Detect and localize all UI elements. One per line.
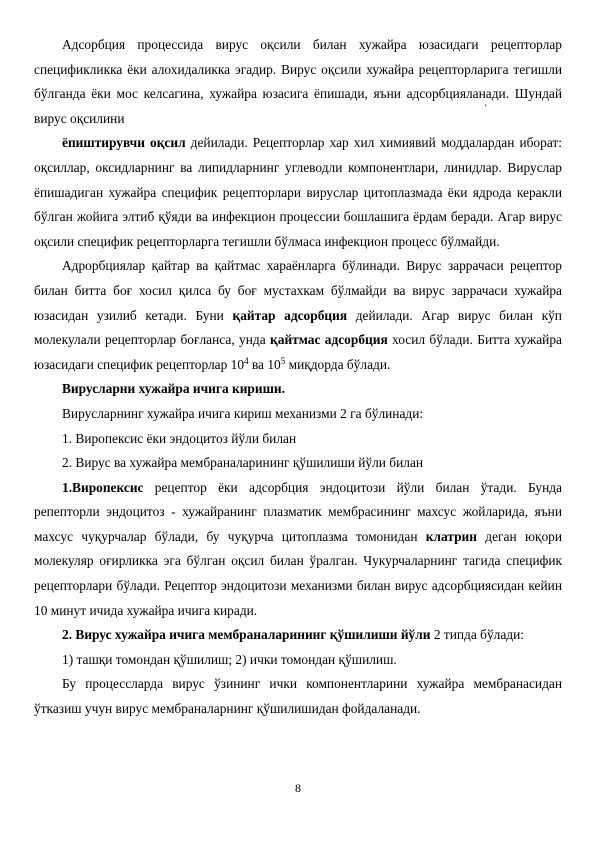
paragraph-text: дейилади. Агар вирус билан кўп молекулали рецепторлар боғланса, унда bbox=[34, 307, 562, 348]
superscript-exponent: 4 bbox=[244, 355, 249, 366]
paragraph-reversible-adsorption bbox=[34, 254, 562, 377]
term-attachment-protein: ёпиштирувчи оқсил bbox=[62, 135, 186, 151]
paragraph-text: 1) ташқи томондан қўшилиш; 2) ички томондан қўшилиш. bbox=[62, 651, 397, 667]
paragraph-text: Бу процессларда вирус ўзининг ички компонентларини хужайра мембранасидан ўтказиш учун вирус мембраналарнинг қўшилишидан фойдаланади. bbox=[34, 676, 562, 717]
list-item bbox=[34, 427, 562, 452]
stray-mark: ' bbox=[485, 103, 487, 113]
term-membrane-fusion: 2. Вирус хужайра ичига мембраналарининг қўшилиши йўли bbox=[62, 627, 431, 643]
superscript-exponent: 5 bbox=[280, 355, 286, 366]
paragraph-viropexis bbox=[34, 476, 562, 624]
term-viropexis: 1.Виропексис bbox=[62, 479, 144, 495]
document-body bbox=[34, 33, 562, 722]
paragraph-entry-mechanisms bbox=[34, 402, 562, 427]
list-item-text: 1. Виропексис ёки эндоцитоз йўли билан bbox=[62, 430, 297, 446]
paragraph-adsorption-specificity bbox=[34, 33, 562, 131]
section-heading-text: Вирусларни хужайра ичига кириши. bbox=[62, 381, 285, 397]
paragraph-attachment-protein bbox=[34, 131, 562, 254]
paragraph-fusion-types bbox=[34, 648, 562, 673]
list-item-text: 2. Вирус ва хужайра мембраналарининг қўшилиши йўли билан bbox=[62, 455, 424, 471]
term-reversible-adsorption: қайтар адсорбция bbox=[232, 307, 348, 323]
paragraph-text: Вирусларнинг хужайра ичига кириш механизми 2 га бўлинади: bbox=[62, 405, 424, 421]
paragraph-text: хосил бўлади. Битта хужайра юзасидаги специфик рецепторлар 10 bbox=[34, 332, 562, 372]
paragraph-text: рецептор ёки адсорбция эндоцитози йўли билан ўтади. Бунда репепторли эндоцитоз - хужайранинг плазматик мембрасининг махсус жойларида, яъни махсус чуқурчалар бўлади, бу чуқурча цитоплазма томонидан bbox=[34, 479, 562, 544]
paragraph-text: 2 типда бўлади: bbox=[430, 627, 524, 643]
paragraph-text: деган юқори молекуляр оғирликка эга бўлган оқсил билан ўралган. Чукурчаларнинг тагида специфик рецепторлари бўлади. Рецептор эндоцитози механизми билан вирус адсорбциясидан кейин 10 минут ичида хужайра ичига киради. bbox=[34, 528, 563, 618]
term-clathrin: клатрин bbox=[425, 528, 477, 544]
term-irreversible-adsorption: қайтмас адсорбция bbox=[270, 332, 388, 348]
list-item bbox=[34, 451, 562, 476]
paragraph-text: ва 10 bbox=[248, 356, 281, 372]
paragraph-text: Адрорбциялар қайтар ва қайтмас хараёнларга бўлинади. Вирус заррачаси рецептор билан битта боғ хосил қилса бу боғ мустахкам бўлмайди ва вирус заррачаси хужайра юзасидан узилиб кетади. Буни bbox=[34, 258, 562, 323]
section-heading bbox=[34, 377, 562, 402]
paragraph-text: дейилади. Рецепторлар хар хил химиявий моддалардан иборат: оқсиллар, оксидларнинг ва липидларнинг углеводли компонентлари, линидлар. Вируслар ёпишадиган хужайра специфик рецепторлари вируслар цитоплазмада ёки ядрода керакли бўлган жойига элтиб қўяди ва инфекцион процессии бошлашига ёрдам беради. Агар вирус оқсили специфик рецепторларга тегишли бўлмаса инфекцион процесс бўлмайди. bbox=[34, 135, 562, 249]
paragraph-membrane-fusion bbox=[34, 623, 562, 648]
paragraph-text: миқдорда бўлади. bbox=[285, 356, 391, 372]
paragraph-text: Адсорбция процессида вирус оқсили билан хужайра юзасидаги рецепторлар спецификликка ёки алохидаликка эгадир. Вирус оқсили хужайра рецепторларига тегишли бўлганда ёки мос келсагина, хужайра юзасига ёпишади, яъни адсорбцияланади. Шундай вирус оқсилини bbox=[34, 37, 562, 126]
paragraph-fusion-usage bbox=[34, 672, 562, 721]
page-number: 8 bbox=[295, 781, 301, 795]
